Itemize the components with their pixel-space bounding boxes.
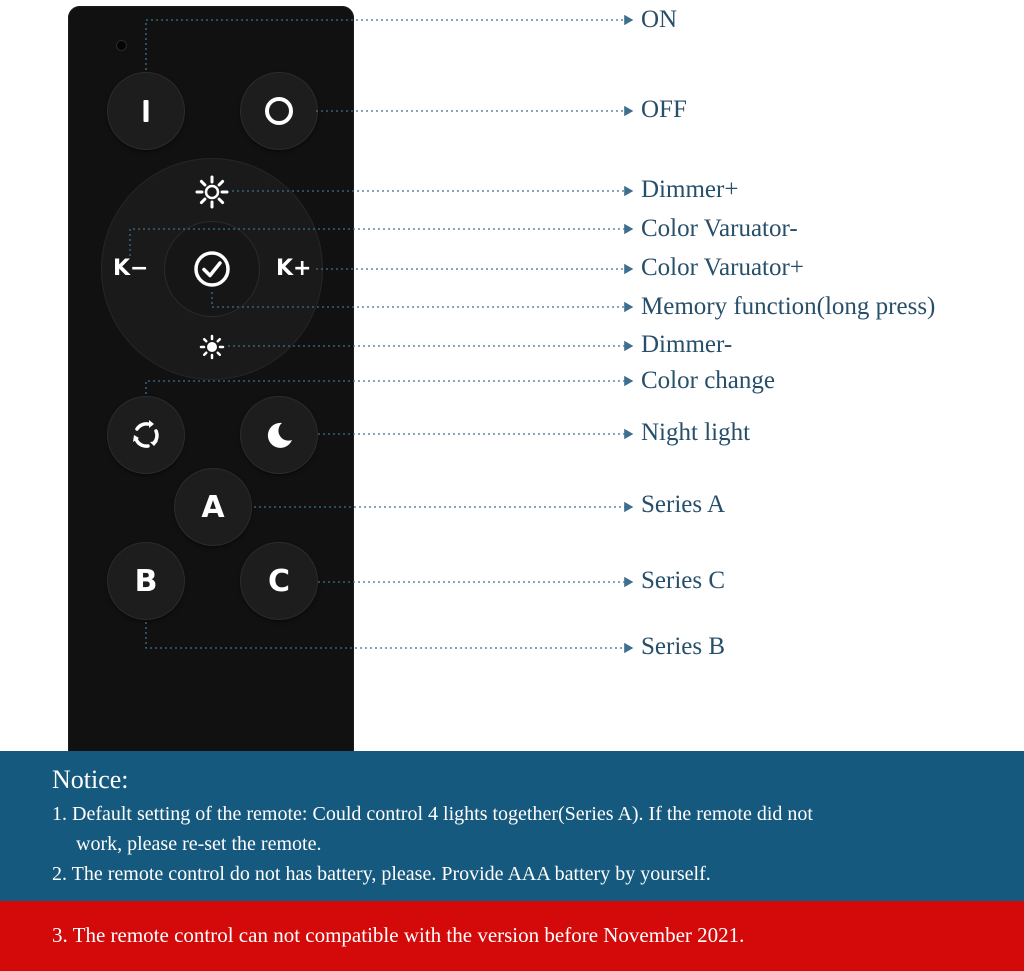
- label-series-b: Series B: [641, 633, 726, 660]
- notice-title: Notice:: [52, 765, 129, 794]
- color-change-button[interactable]: [108, 397, 184, 473]
- dimmer-up-button[interactable]: [194, 174, 230, 210]
- notice-item-1-continued: work, please re-set the remote.: [76, 833, 322, 855]
- brightness-down-icon: [199, 334, 225, 360]
- series-a-letter: A: [201, 489, 225, 525]
- brightness-up-icon: [194, 174, 230, 210]
- moon-icon: [262, 418, 296, 452]
- series-b-button[interactable]: [108, 543, 184, 619]
- warning-banner: [0, 901, 1024, 971]
- label-memory: Memory function(long press): [641, 293, 936, 320]
- notice-item-1: 1. Default setting of the remote: Could control 4 lights together(Series A). If the remote did not: [52, 803, 813, 825]
- cycle-icon: [128, 417, 164, 453]
- label-color-change: Color change: [641, 367, 775, 394]
- k-plus-button[interactable]: K+: [276, 256, 312, 281]
- on-button[interactable]: [108, 73, 184, 149]
- power-off-icon: [262, 94, 296, 128]
- notice-panel: [0, 751, 1024, 901]
- notice-item-2: 2. The remote control do not has battery, please. Provide AAA battery by yourself.: [52, 863, 711, 885]
- k-minus-button[interactable]: K−: [113, 256, 149, 281]
- off-button[interactable]: [241, 73, 317, 149]
- night-light-button[interactable]: [241, 397, 317, 473]
- label-night-light: Night light: [641, 419, 751, 446]
- label-color-minus: Color Varuator-: [641, 215, 798, 242]
- ir-indicator: [116, 40, 127, 51]
- label-series-c: Series C: [641, 567, 726, 594]
- label-dimmer-up: Dimmer+: [641, 176, 739, 203]
- checkmark-icon: [192, 249, 232, 289]
- series-c-button[interactable]: [241, 543, 317, 619]
- memory-button[interactable]: [165, 222, 259, 316]
- label-on: ON: [641, 6, 678, 33]
- power-on-icon: [131, 96, 161, 126]
- notice-item-3: 3. The remote control can not compatible with the version before November 2021.: [52, 923, 745, 947]
- label-dimmer-down: Dimmer-: [641, 331, 733, 358]
- label-series-a: Series A: [641, 491, 726, 518]
- dimmer-down-button[interactable]: [199, 334, 225, 360]
- series-c-letter: C: [267, 563, 291, 599]
- label-off: OFF: [641, 96, 687, 123]
- series-a-button[interactable]: [175, 469, 251, 545]
- label-color-plus: Color Varuator+: [641, 254, 804, 281]
- series-b-letter: B: [134, 563, 158, 599]
